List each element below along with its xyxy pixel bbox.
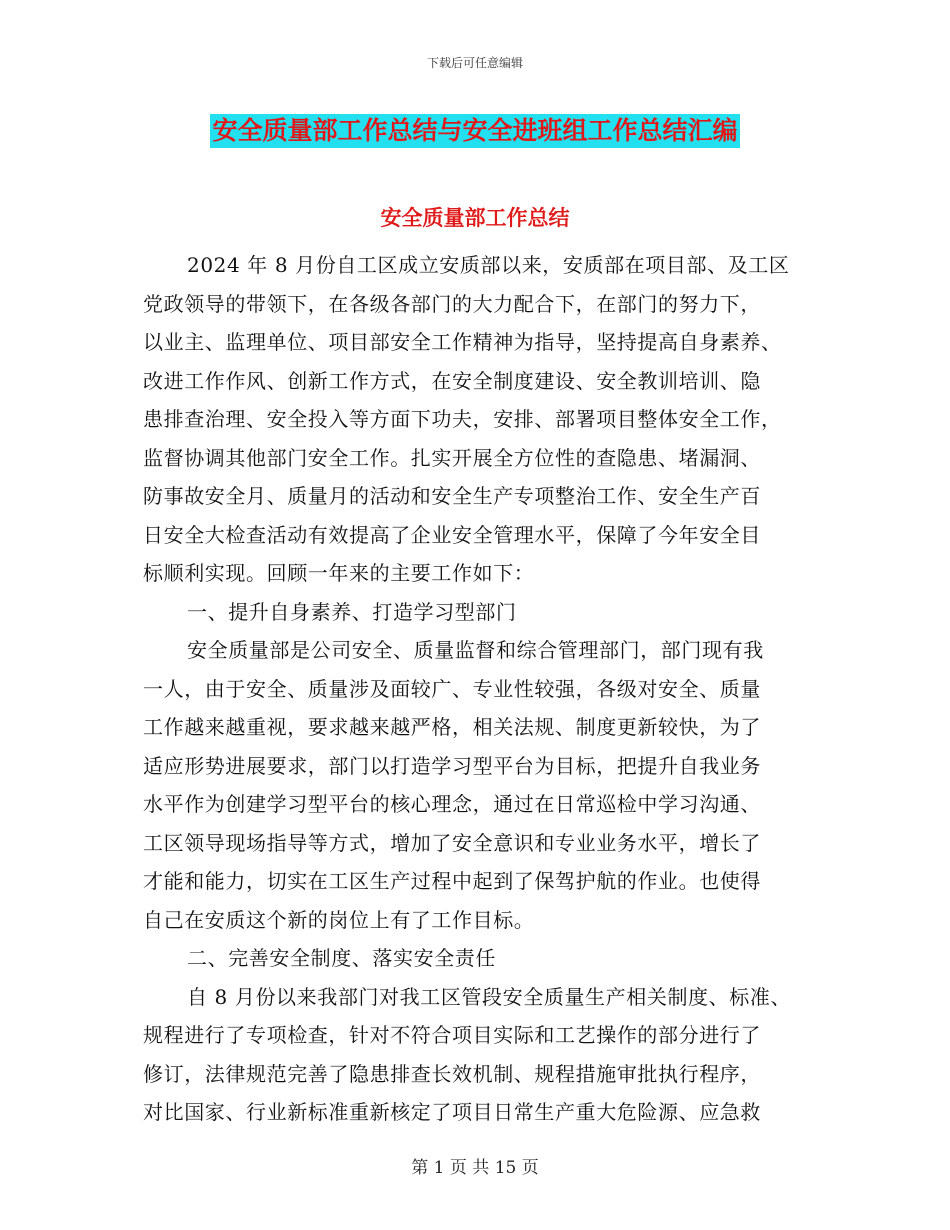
paragraph-line: 安全质量部是公司安全、质量监督和综合管理部门，部门现有我 — [187, 638, 764, 662]
paragraph-line: 监督协调其他部门安全工作。扎实开展全方位性的查隐患、堵漏洞、 — [143, 445, 761, 470]
paragraph-line: 一、提升自身素养、打造学习型部门 — [187, 599, 517, 624]
page-footer: 第 1 页 共 15 页 — [411, 1158, 539, 1178]
main-title: 安全质量部工作总结与安全进班组工作总结汇编 — [210, 114, 739, 148]
paragraph-line: 日安全大检查活动有效提高了企业安全管理水平，保障了今年安全目 — [143, 522, 761, 547]
paragraph-line: 防事故安全月、质量月的活动和安全生产专项整治工作、安全生产百 — [143, 484, 761, 508]
paragraph-line: 二、完善安全制度、落实安全责任 — [187, 946, 496, 970]
paragraph-line: 水平作为创建学习型平台的核心理念，通过在日常巡检中学习沟通、 — [143, 792, 761, 816]
paragraph-line: 规程进行了专项检查，针对不符合项目实际和工艺操作的部分进行了 — [143, 1023, 761, 1047]
paragraph-line: 患排查治理、安全投入等方面下功夫，安排、部署项目整体安全工作， — [143, 407, 782, 431]
paragraph-line: 修订，法律规范完善了隐患排查长效机制、规程措施审批执行程序， — [143, 1061, 761, 1086]
paragraph-line: 对比国家、行业新标准重新核定了项目日常生产重大危险源、应急救 — [143, 1100, 761, 1124]
paragraph-line: 标顺利实现。回顾一年来的主要工作如下： — [143, 561, 535, 585]
paragraph-line: 一人，由于安全、质量涉及面较广、专业性较强，各级对安全、质量 — [143, 676, 761, 701]
paragraph-line: 工作越来越重视，要求越来越严格，相关法规、制度更新较快，为了 — [143, 715, 761, 739]
main-title-wrap — [0, 114, 950, 148]
header-note: 下载后可任意编辑 — [426, 56, 523, 70]
paragraph-line: 适应形势进展要求，部门以打造学习型平台为目标，把提升自我业务 — [143, 753, 761, 778]
paragraph-line: 以业主、监理单位、项目部安全工作精神为指导，坚持提高自身素养、 — [143, 330, 782, 354]
paragraph-line: 党政领导的带领下，在各级各部门的大力配合下，在部门的努力下， — [143, 291, 761, 316]
paragraph-line: 自己在安质这个新的岗位上有了工作目标。 — [143, 907, 535, 932]
paragraph-line: 2024 年 8 月份自工区成立安质部以来，安质部在项目部、及工区 — [187, 253, 790, 277]
section-title: 安全质量部工作总结 — [380, 206, 570, 230]
paragraph-line: 改进工作作风、创新工作方式，在安全制度建设、安全教训培训、隐 — [143, 368, 761, 393]
paragraph-line: 工区领导现场指导等方式，增加了安全意识和专业业务水平，增长了 — [143, 830, 761, 855]
paragraph-line: 自 8 月份以来我部门对我工区管段安全质量生产相关制度、标准、 — [187, 984, 792, 1009]
body-text — [143, 246, 813, 1132]
paragraph-line: 才能和能力，切实在工区生产过程中起到了保驾护航的作业。也使得 — [143, 869, 761, 893]
